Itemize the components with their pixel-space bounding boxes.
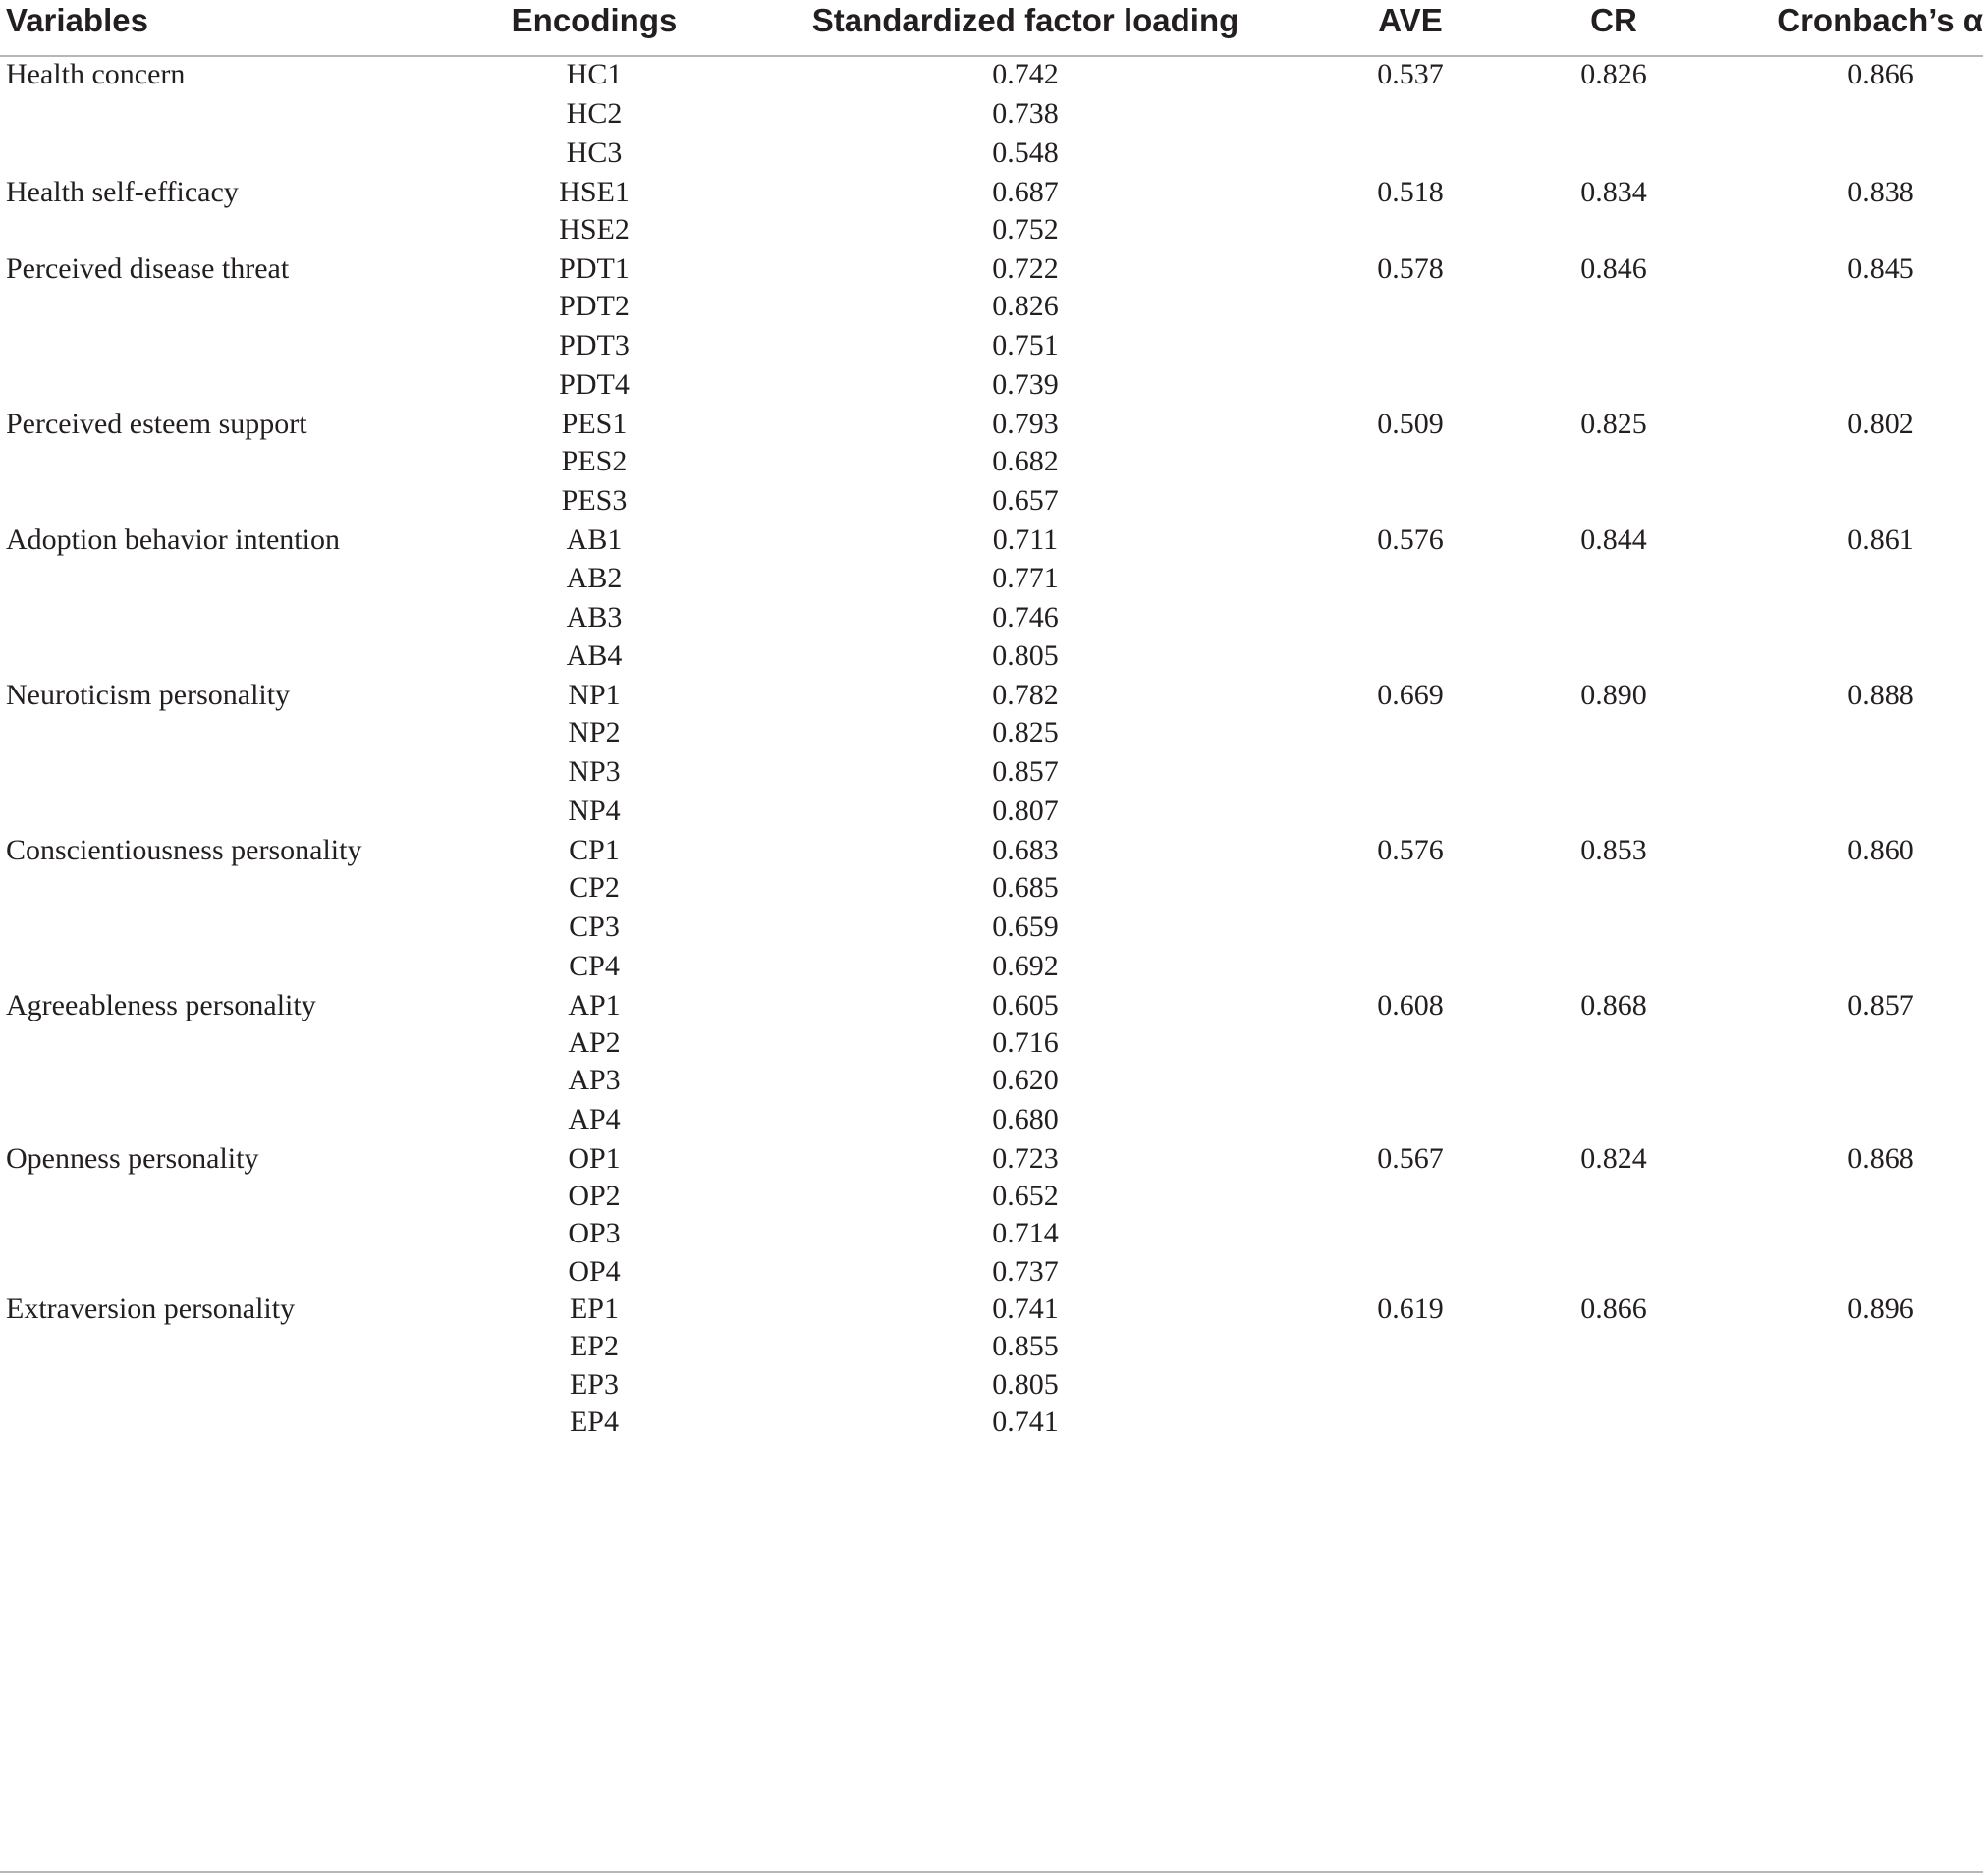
loading-cell: 0.548 — [992, 137, 1059, 169]
variable-cell: Adoption behavior intention — [6, 524, 340, 556]
variable-cell: Perceived disease threat — [6, 252, 290, 285]
variable-cell: Health self-efficacy — [6, 176, 239, 208]
encoding-cell: PES3 — [561, 484, 628, 517]
ave-cell: 0.576 — [1377, 834, 1444, 866]
encoding-cell: AB4 — [566, 639, 623, 672]
loading-cell: 0.793 — [992, 408, 1059, 440]
encoding-cell: CP3 — [569, 910, 620, 943]
encoding-cell: EP2 — [569, 1330, 619, 1362]
cr-cell: 0.834 — [1580, 176, 1647, 208]
header-ave: AVE — [1378, 2, 1443, 38]
encoding-cell: PDT1 — [559, 252, 630, 285]
cr-cell: 0.890 — [1580, 679, 1647, 711]
loading-cell: 0.605 — [992, 989, 1059, 1021]
cr-cell: 0.826 — [1580, 58, 1647, 90]
variable-cell: Perceived esteem support — [6, 408, 307, 440]
loading-cell: 0.716 — [992, 1026, 1059, 1059]
alpha-cell: 0.868 — [1847, 1142, 1914, 1175]
loading-cell: 0.683 — [992, 834, 1059, 866]
ave-cell: 0.567 — [1377, 1142, 1444, 1175]
encoding-cell: AB3 — [566, 601, 623, 634]
encoding-cell: AB2 — [566, 562, 623, 594]
ave-cell: 0.537 — [1377, 58, 1444, 90]
alpha-cell: 0.845 — [1847, 252, 1914, 285]
cr-cell — [1515, 1398, 1712, 1447]
ave-cell: 0.619 — [1377, 1293, 1444, 1325]
encoding-cell: OP3 — [568, 1217, 621, 1249]
header-variables: Variables — [6, 2, 148, 38]
loading-cell: 0.782 — [992, 679, 1059, 711]
encoding-cell: HSE1 — [559, 176, 630, 208]
loading-cell: 0.857 — [992, 755, 1059, 788]
loading-cell: 0.687 — [992, 176, 1059, 208]
loading-cell: 0.714 — [992, 1217, 1059, 1249]
loading-cell: 0.711 — [992, 524, 1059, 556]
encoding-cell: NP3 — [568, 755, 621, 788]
alpha-cell: 0.857 — [1847, 989, 1914, 1021]
cr-cell: 0.868 — [1580, 989, 1647, 1021]
alpha-cell: 0.802 — [1847, 408, 1914, 440]
loading-cell: 0.722 — [992, 252, 1059, 285]
alpha-cell — [1783, 1398, 1979, 1447]
loading-cell: 0.805 — [992, 639, 1059, 672]
encoding-cell: EP3 — [569, 1368, 619, 1401]
cr-cell: 0.853 — [1580, 834, 1647, 866]
alpha-cell: 0.861 — [1847, 524, 1914, 556]
header-cronbachs-alpha: Cronbach’s α — [1777, 2, 1983, 38]
loading-cell: 0.741 — [992, 1293, 1059, 1325]
header-standardized-factor-loading: Standardized factor loading — [811, 2, 1239, 38]
encoding-cell: OP2 — [568, 1180, 621, 1212]
encoding-cell: HC2 — [566, 97, 623, 130]
loading-cell: 0.739 — [992, 368, 1059, 401]
encoding-cell: AB1 — [566, 524, 623, 556]
loading-cell: 0.752 — [992, 213, 1059, 246]
loading-cell: 0.805 — [992, 1368, 1059, 1401]
loading-cell: 0.692 — [992, 950, 1059, 982]
loading-cell: 0.685 — [992, 871, 1059, 904]
ave-cell — [1312, 1398, 1509, 1447]
loading-cell: 0.855 — [992, 1330, 1059, 1362]
header-cr: CR — [1590, 2, 1637, 38]
ave-cell: 0.669 — [1377, 679, 1444, 711]
alpha-cell: 0.866 — [1847, 58, 1914, 90]
ave-cell: 0.509 — [1377, 408, 1444, 440]
loading-cell: 0.742 — [992, 58, 1059, 90]
encoding-cell: PES1 — [561, 408, 628, 440]
cr-cell: 0.825 — [1580, 408, 1647, 440]
encoding-cell: OP1 — [568, 1142, 621, 1175]
variable-cell: Openness personality — [6, 1142, 259, 1175]
encoding-cell: AP3 — [568, 1064, 621, 1096]
encoding-cell: NP4 — [568, 795, 621, 827]
encoding-cell: HC1 — [566, 58, 623, 90]
alpha-cell: 0.888 — [1847, 679, 1914, 711]
loading-cell: 0.807 — [992, 795, 1059, 827]
encoding-cell: PDT3 — [559, 329, 630, 361]
encoding-cell: HSE2 — [559, 213, 630, 246]
encoding-cell: EP4 — [569, 1406, 619, 1438]
loading-cell: 0.738 — [992, 97, 1059, 130]
encoding-cell: PES2 — [561, 445, 628, 477]
ave-cell: 0.578 — [1377, 252, 1444, 285]
cr-cell: 0.824 — [1580, 1142, 1647, 1175]
loading-cell: 0.659 — [992, 910, 1059, 943]
encoding-cell: EP1 — [569, 1293, 619, 1325]
alpha-cell: 0.838 — [1847, 176, 1914, 208]
encoding-cell: NP2 — [568, 716, 621, 748]
encoding-cell: CP1 — [569, 834, 620, 866]
encoding-cell: PDT2 — [559, 290, 630, 322]
encoding-cell: CP2 — [569, 871, 620, 904]
table-row — [0, 1398, 1983, 1447]
variable-cell: Health concern — [6, 58, 186, 90]
loading-cell: 0.771 — [992, 562, 1059, 594]
ave-cell: 0.576 — [1377, 524, 1444, 556]
variable-cell: Conscientiousness personality — [6, 834, 362, 866]
encoding-cell: AP2 — [568, 1026, 621, 1059]
loading-cell: 0.652 — [992, 1180, 1059, 1212]
loading-cell: 0.825 — [992, 716, 1059, 748]
encoding-cell: AP1 — [568, 989, 621, 1021]
loading-cell: 0.620 — [992, 1064, 1059, 1096]
variable-cell: Neuroticism personality — [6, 679, 291, 711]
variable-cell: Extraversion personality — [6, 1293, 296, 1325]
encoding-cell: HC3 — [566, 137, 623, 169]
cr-cell: 0.846 — [1580, 252, 1647, 285]
table-bottom-rule — [0, 1871, 1983, 1873]
cr-cell: 0.844 — [1580, 524, 1647, 556]
encoding-cell: CP4 — [569, 950, 620, 982]
loading-cell: 0.657 — [992, 484, 1059, 517]
encoding-cell: OP4 — [568, 1255, 621, 1288]
header-encodings: Encodings — [511, 2, 678, 38]
loading-cell: 0.746 — [992, 601, 1059, 634]
loading-cell: 0.741 — [992, 1406, 1059, 1438]
encoding-cell: PDT4 — [559, 368, 630, 401]
alpha-cell: 0.896 — [1847, 1293, 1914, 1325]
loading-cell: 0.737 — [992, 1255, 1059, 1288]
loading-cell: 0.723 — [992, 1142, 1059, 1175]
loading-cell: 0.751 — [992, 329, 1059, 361]
variable-cell: Agreeableness personality — [6, 989, 316, 1021]
ave-cell: 0.518 — [1377, 176, 1444, 208]
cr-cell: 0.866 — [1580, 1293, 1647, 1325]
table-header — [0, 0, 1983, 57]
encoding-cell: NP1 — [568, 679, 621, 711]
ave-cell: 0.608 — [1377, 989, 1444, 1021]
loading-cell: 0.682 — [992, 445, 1059, 477]
encoding-cell: AP4 — [568, 1103, 621, 1135]
loading-cell: 0.826 — [992, 290, 1059, 322]
loading-cell: 0.680 — [992, 1103, 1059, 1135]
alpha-cell: 0.860 — [1847, 834, 1914, 866]
